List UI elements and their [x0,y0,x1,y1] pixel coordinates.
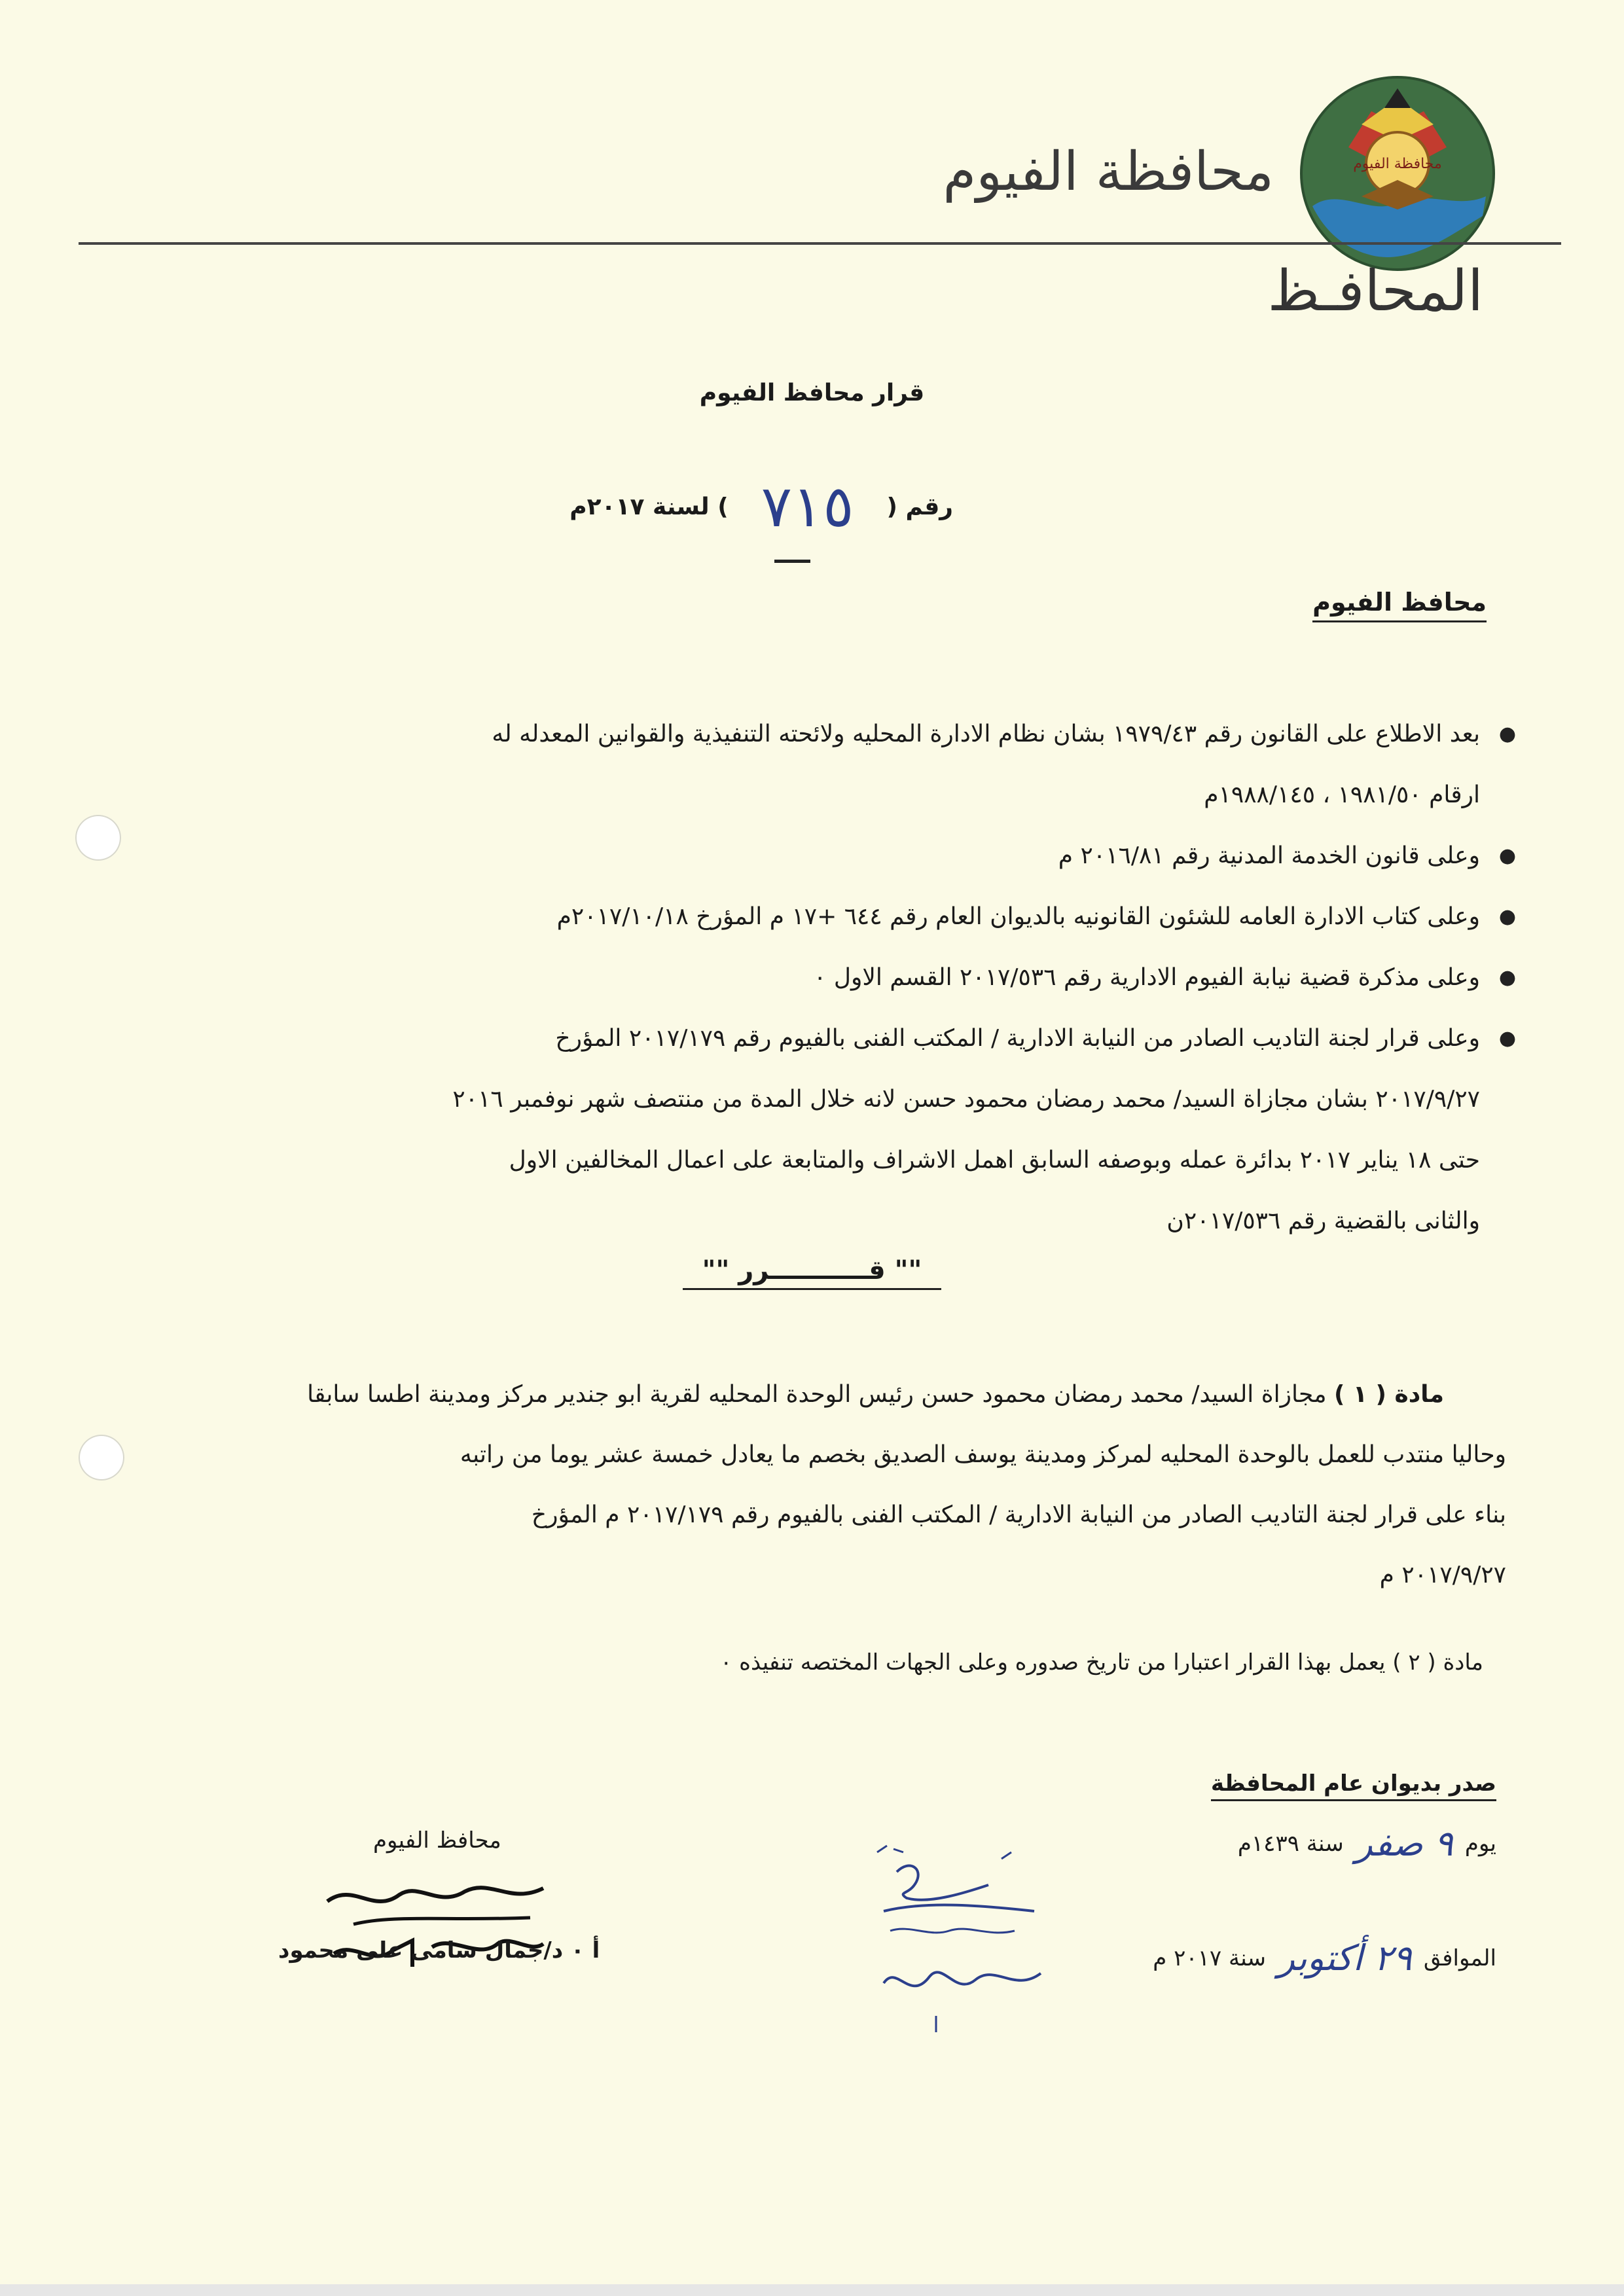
governorate-name: محافظة الفيوم [943,141,1274,203]
decree-heading-text: "" قـــــــــــرر "" [683,1255,942,1290]
signer-name: أ ٠ د/جمال سامى على محمود [278,1937,600,1964]
separator-dash [774,560,810,563]
logo-lettering: محافظة الفيوم [1353,156,1442,172]
reviewer-initials-scribble [871,1833,1087,2042]
punch-hole [79,1435,124,1480]
preamble-item [102,1008,1516,1251]
governor-signature [314,1862,563,1986]
bullet-icon: ● [1498,723,1516,745]
hijri-date-line [1238,1823,1496,1864]
header-divider [79,242,1561,245]
decision-heading: قرار محافظ الفيوم [699,380,925,406]
gregorian-date-handwritten: ٢٩ أكتوبر [1277,1937,1412,1979]
preamble-line: والثانى بالقضية رقم ٢٠١٧/٥٣٦ن [1166,1208,1480,1234]
office-title: المحافـظ [1267,259,1483,324]
preamble-list [102,704,1516,1251]
preamble-line: حتى ١٨ يناير ٢٠١٧ بدائرة عمله وبوصفه السابق اهمل الاشراف والمتابعة على اعمال المخالفين الاول [509,1147,1480,1174]
decree-heading [0,1255,1624,1285]
article-1-line2: وحاليا منتدب للعمل بالوحدة المحليه لمركز ومدينة يوسف الصديق بخصم ما يعادل خمسة عشر يوما من راتبه [460,1441,1506,1468]
governor-heading: محافظ الفيوم [1312,588,1487,622]
issued-heading: صدر بديوان عام المحافظة [1211,1770,1496,1801]
gregorian-date-line [1153,1937,1496,1979]
article-1-line [118,1365,1506,1425]
preamble-item [102,825,1516,886]
article-1-line1: مجازاة السيد/ محمد رمضان محمود حسن رئيس الوحدة المحليه لقرية ابو جندير مركز ومدينة اطسا سابقا [307,1381,1327,1408]
preamble-line: ارقام ١٩٨١/٥٠ ، ١٩٨٨/١٤٥م [1204,781,1480,808]
day-label: يوم [1464,1830,1496,1857]
bullet-icon: ● [1498,905,1516,928]
article-1-line3: بناء على قرار لجنة التاديب الصادر من النيابة الادارية / المكتب الفنى بالفيوم رقم ٢٠١٧/١٧٩ م المؤرخ [531,1501,1506,1528]
preamble-line: وعلى مذكرة قضية نيابة الفيوم الادارية رقم ٢٠١٧/٥٣٦ القسم الاول ٠ [814,964,1480,991]
number-suffix: ) لسنة ٢٠١٧م [569,493,729,520]
number-prefix: رقم ( [886,493,953,520]
punch-hole [75,815,121,861]
preamble-line: وعلى قرار لجنة التاديب الصادر من النيابة الادارية / المكتب الفنى بالفيوم رقم ٢٠١٧/١٧٩ المؤرخ [555,1025,1480,1052]
preamble-line: وعلى كتاب الادارة العامه للشئون القانونيه بالديوان العام رقم ٦٤٤ +١٧ م المؤرخ ٢٠١٧/١٠/١٨م [556,903,1480,930]
bullet-icon: ● [1498,1027,1516,1050]
gregorian-year: سنة ٢٠١٧ م [1153,1945,1266,1971]
corresponding-label: الموافق [1423,1945,1496,1971]
preamble-line: وعلى قانون الخدمة المدنية رقم ٢٠١٦/٨١ م [1058,842,1480,869]
article-1-line4: ٢٠١٧/٩/٢٧ م [1379,1562,1506,1588]
article-2: مادة ( ٢ ) يعمل بهذا القرار اعتبارا من تاريخ صدوره وعلى الجهات المختصه تنفيذه ٠ [720,1649,1483,1676]
article-1 [118,1365,1506,1605]
signer-title: محافظ الفيوم [373,1827,501,1854]
hijri-year: سنة ١٤٣٩م [1237,1830,1344,1857]
decision-number-handwritten: ٧١٥ [761,473,854,540]
article-1-label: مادة ( ١ ) [1333,1381,1444,1408]
preamble-line: ٢٠١٧/٩/٢٧ بشان مجازاة السيد/ محمد رمضان محمود حسن لانه خلال المدة من منتصف شهر نوفمبر ٢٠١٦ [452,1086,1480,1113]
decision-number-line [569,473,953,540]
hijri-date-handwritten: ٩ صفر [1355,1823,1453,1864]
preamble-item [102,704,1516,825]
scan-bottom-edge [0,2284,1624,2296]
bullet-icon: ● [1498,844,1516,867]
preamble-item [102,886,1516,947]
preamble-line: بعد الاطلاع على القانون رقم ١٩٧٩/٤٣ بشان نظام الادارة المحليه ولائحته التنفيذية والقوانين المعدله له [492,721,1480,747]
bullet-icon: ● [1498,966,1516,989]
preamble-item [102,947,1516,1008]
